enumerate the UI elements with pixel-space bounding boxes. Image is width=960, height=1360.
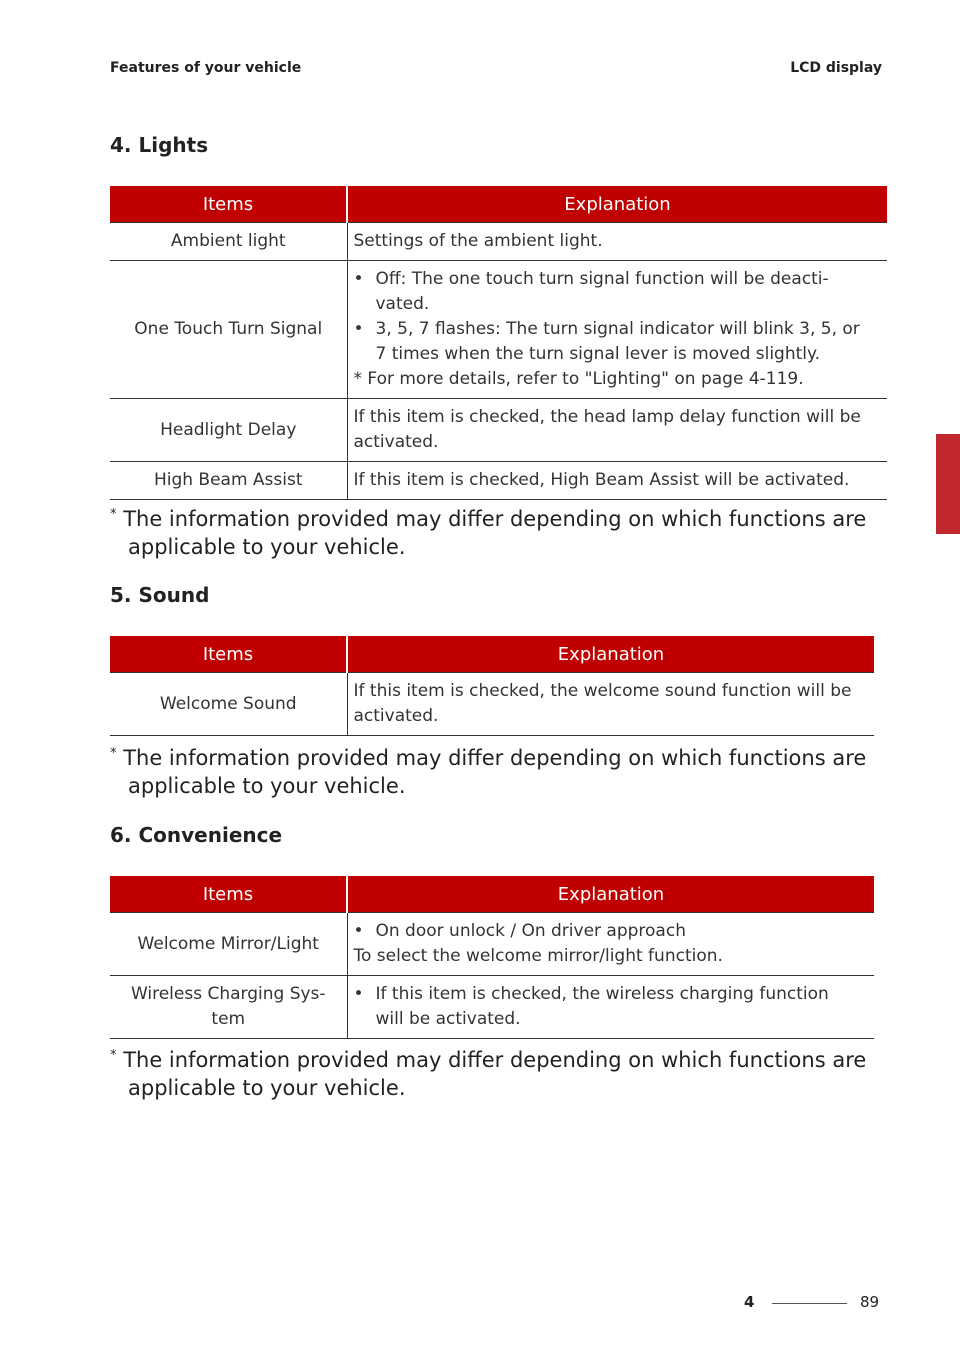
table-header-row (110, 876, 874, 913)
section-title-sound: 5. Sound (110, 583, 210, 607)
table-header-row (110, 186, 887, 223)
column-header-items: Items (110, 876, 347, 913)
row-note: * For more details, refer to "Lighting" on page 4-119. (353, 369, 804, 389)
section-title-lights: 4. Lights (110, 133, 209, 157)
row-item-ambient-light: Ambient light (110, 223, 347, 261)
column-header-explanation: Explanation (347, 876, 874, 913)
table-row (110, 223, 887, 261)
sound-footnote: * The information provided may differ depending on which functions are applicable to your vehicle. (110, 746, 867, 798)
column-header-explanation: Explanation (347, 186, 887, 223)
lights-table (110, 186, 887, 500)
row-text: To select the welcome mirror/light function. (353, 946, 723, 966)
list-item: • 3, 5, 7 flashes: The turn signal indicator will blink 3, 5, or 7 times when the turn signal lever is moved slightly. (353, 319, 860, 364)
column-header-items: Items (110, 186, 347, 223)
convenience-footnote: * The information provided may differ depending on which functions are applicable to your vehicle. (110, 1048, 867, 1100)
footer-divider (772, 1303, 847, 1304)
lights-footnote: * The information provided may differ depending on which functions are applicable to your vehicle. (110, 507, 867, 559)
row-item-welcome-sound: Welcome Sound (110, 673, 347, 736)
running-header-topic: LCD display (790, 60, 882, 76)
sound-table (110, 636, 874, 736)
list-item: • Off: The one touch turn signal function will be deacti-vated. (353, 269, 829, 314)
row-explanation: If this item is checked, High Beam Assist will be activated. (347, 462, 887, 500)
convenience-table (110, 876, 874, 1039)
table-header-row (110, 636, 874, 673)
row-explanation: Settings of the ambient light. (347, 223, 887, 261)
row-explanation (347, 913, 874, 976)
column-header-explanation: Explanation (347, 636, 874, 673)
row-item-high-beam-assist: High Beam Assist (110, 462, 347, 500)
row-explanation: If this item is checked, the welcome sound function will be activated. (347, 673, 874, 736)
table-row (110, 976, 874, 1039)
table-row (110, 261, 887, 399)
row-item-wireless-charging: Wireless Charging Sys-tem (110, 976, 347, 1039)
chapter-side-number: 4 (940, 512, 954, 536)
table-row (110, 673, 874, 736)
footer-section-number: 4 (744, 1293, 755, 1311)
list-item: • If this item is checked, the wireless charging function will be activated. (353, 984, 829, 1029)
table-row (110, 913, 874, 976)
table-row (110, 462, 887, 500)
row-explanation (347, 261, 887, 399)
footer-page-number: 89 (860, 1293, 880, 1311)
row-item-headlight-delay: Headlight Delay (110, 399, 347, 462)
row-explanation: If this item is checked, the head lamp delay function will be activated. (347, 399, 887, 462)
row-item-welcome-mirror-light: Welcome Mirror/Light (110, 913, 347, 976)
row-explanation (347, 976, 874, 1039)
column-header-items: Items (110, 636, 347, 673)
section-title-convenience: 6. Convenience (110, 823, 283, 847)
row-item-one-touch-turn-signal: One Touch Turn Signal (110, 261, 347, 399)
running-header-chapter: Features of your vehicle (110, 60, 302, 76)
table-row (110, 399, 887, 462)
list-item: • On door unlock / On driver approach (353, 921, 686, 941)
